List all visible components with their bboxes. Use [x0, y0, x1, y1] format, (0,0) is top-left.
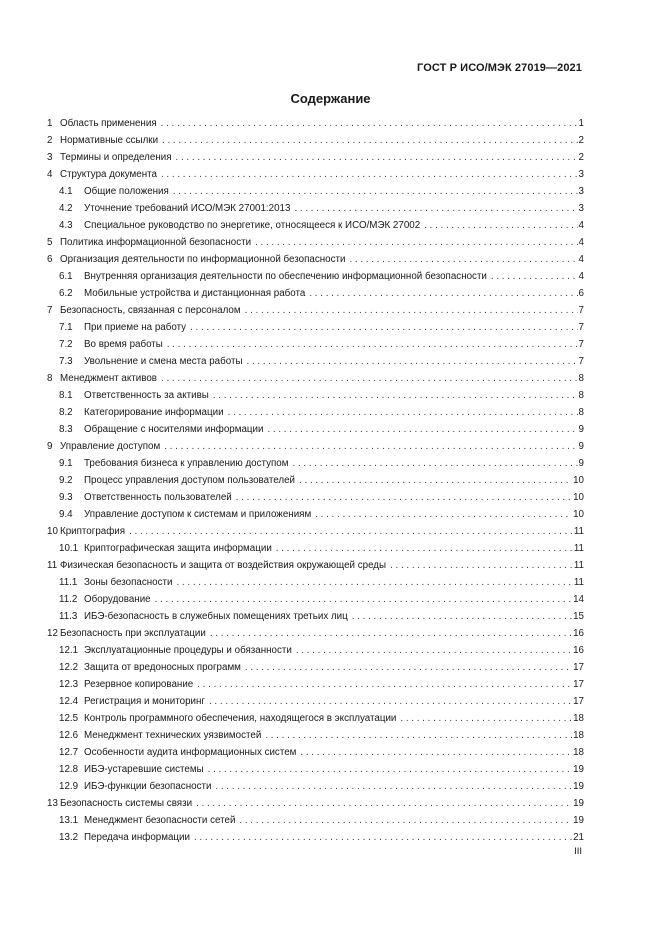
toc-entry[interactable]: [47, 829, 584, 846]
toc-entry[interactable]: [47, 268, 584, 285]
toc-entry-title: Специальное руководство по энергетике, относящееся к ИСО/МЭК 27002: [84, 220, 421, 231]
toc-entry[interactable]: [47, 489, 584, 506]
toc-entry-number: 6: [47, 254, 53, 265]
toc-entry-page: 11: [573, 543, 584, 554]
toc-entry-number: 9.2: [59, 475, 73, 486]
toc-entry-title: Политика информационной безопасности: [60, 237, 252, 248]
toc-entry-page: 7: [578, 305, 584, 316]
toc-entry[interactable]: [47, 506, 584, 523]
toc-entry-title: Мобильные устройства и дистанционная работа: [84, 288, 306, 299]
toc-entry-page: 17: [573, 679, 584, 690]
toc-entry-page: 9: [578, 424, 584, 435]
toc-leader-dots: [167, 336, 578, 353]
toc-leader-dots: [245, 302, 578, 319]
toc-leader-dots: [129, 523, 573, 540]
toc-entry-number: 7: [47, 305, 53, 316]
toc-entry[interactable]: [47, 574, 584, 591]
toc-entry-page: 4: [578, 271, 584, 282]
toc-entry[interactable]: [47, 795, 584, 812]
toc-entry-page: 4: [578, 220, 584, 231]
toc-entry-page: 18: [573, 730, 584, 741]
toc-entry-number: 12.5: [59, 713, 79, 724]
toc-entry[interactable]: [47, 625, 584, 642]
toc-leader-dots: [247, 353, 578, 370]
toc-entry-title: ИБЭ-функции безопасности: [84, 781, 212, 792]
toc-entry-number: 4.1: [59, 186, 73, 197]
toc-entry[interactable]: [47, 217, 584, 234]
toc-entry-number: 3: [47, 152, 53, 163]
toc-entry-title: Общие положения: [84, 186, 169, 197]
toc-entry-title: Требования бизнеса к управлению доступом: [84, 458, 289, 469]
toc-entry[interactable]: [47, 132, 584, 149]
toc-entry-page: 4: [578, 237, 584, 248]
toc-entry[interactable]: [47, 608, 584, 625]
toc-entry-number: 8.2: [59, 407, 73, 418]
document-header: ГОСТ Р ИСО/МЭК 27019—2021: [417, 62, 582, 74]
toc-entry-page: 16: [573, 628, 584, 639]
toc-leader-dots: [236, 489, 572, 506]
toc-entry[interactable]: [47, 744, 584, 761]
toc-entry-title: Регистрация и мониторинг: [84, 696, 205, 707]
toc-entry-page: 8: [578, 407, 584, 418]
toc-leader-dots: [155, 591, 572, 608]
toc-entry-page: 19: [573, 781, 584, 792]
toc-entry-title: Процесс управления доступом пользователей: [84, 475, 295, 486]
toc-entry-page: 19: [573, 764, 584, 775]
toc-entry-title: Безопасность системы связи: [60, 798, 193, 809]
toc-entry[interactable]: [47, 540, 584, 557]
toc-entry[interactable]: [47, 710, 584, 727]
toc-entry[interactable]: [47, 251, 584, 268]
toc-entry-title: При приеме на работу: [84, 322, 187, 333]
toc-entry[interactable]: [47, 200, 584, 217]
toc-entry-title: Резервное копирование: [84, 679, 194, 690]
toc-leader-dots: [352, 608, 572, 625]
toc-entry-title: ИБЭ-безопасность в служебных помещениях третьих лиц: [84, 611, 348, 622]
toc-leader-dots: [196, 795, 572, 812]
toc-leader-dots: [424, 217, 577, 234]
toc-entry-number: 11: [47, 560, 58, 571]
toc-leader-dots: [294, 200, 577, 217]
toc-entry-number: 12.8: [59, 764, 79, 775]
toc-entry-title: Безопасность, связанная с персоналом: [60, 305, 241, 316]
toc-leader-dots: [176, 574, 572, 591]
toc-entry-page: 2: [578, 135, 584, 146]
toc-entry-title: Оборудование: [84, 594, 151, 605]
toc-entry-page: 17: [573, 696, 584, 707]
toc-leader-dots: [208, 761, 572, 778]
toc-leader-dots: [265, 727, 572, 744]
toc-entry-page: 4: [578, 254, 584, 265]
toc-entry-page: 10: [573, 492, 584, 503]
toc-entry-number: 1: [47, 118, 53, 129]
toc-entry[interactable]: [47, 455, 584, 472]
toc-entry[interactable]: [47, 659, 584, 676]
toc-entry-title: Физическая безопасность и защита от воздействия окружающей среды: [60, 560, 387, 571]
toc-leader-dots: [315, 506, 572, 523]
toc-entry-title: Защита от вредоносных программ: [84, 662, 241, 673]
toc-entry-title: Обращение с носителями информации: [84, 424, 264, 435]
toc-leader-dots: [296, 642, 572, 659]
toc-entry[interactable]: [47, 472, 584, 489]
toc-leader-dots: [267, 421, 577, 438]
toc-entry-number: 5: [47, 237, 53, 248]
toc-leader-dots: [245, 659, 572, 676]
page-title: Содержание: [290, 91, 371, 106]
toc-entry-title: Менеджмент технических уязвимостей: [84, 730, 262, 741]
toc-entry-page: 8: [578, 373, 584, 384]
toc-entry-page: 2: [578, 152, 584, 163]
toc-leader-dots: [161, 166, 578, 183]
toc-entry[interactable]: [47, 353, 584, 370]
toc-entry-title: Организация деятельности по информационной безопасности: [60, 254, 346, 265]
toc-entry[interactable]: [47, 438, 584, 455]
toc-entry[interactable]: [47, 591, 584, 608]
toc-entry-number: 12.3: [59, 679, 79, 690]
toc-entry-page: 11: [573, 560, 584, 571]
toc-entry-page: 3: [578, 169, 584, 180]
toc-entry-title: Уточнение требований ИСО/МЭК 27001:2013: [84, 203, 291, 214]
toc-entry-number: 7.2: [59, 339, 73, 350]
toc-entry-page: 3: [578, 203, 584, 214]
toc-entry-page: 3: [578, 186, 584, 197]
toc-entry-page: 7: [578, 356, 584, 367]
toc-entry[interactable]: [47, 642, 584, 659]
toc-entry-number: 13.2: [59, 832, 79, 843]
toc-entry-number: 9: [47, 441, 53, 452]
toc-entry-page: 15: [573, 611, 584, 622]
toc-entry-number: 6.1: [59, 271, 73, 282]
toc-entry-page: 18: [573, 713, 584, 724]
toc-entry-page: 9: [578, 458, 584, 469]
toc-entry[interactable]: [47, 778, 584, 795]
toc-entry-number: 12: [47, 628, 58, 639]
toc-entry-page: 19: [573, 798, 584, 809]
toc-leader-dots: [209, 693, 572, 710]
toc-entry-page: 9: [578, 441, 584, 452]
toc-entry-title: Криптографическая защита информации: [84, 543, 272, 554]
toc-leader-dots: [276, 540, 573, 557]
toc-entry-number: 12.1: [59, 645, 79, 656]
toc-entry-title: ИБЭ-устаревшие системы: [84, 764, 204, 775]
toc-entry-title: Управление доступом к системам и приложениям: [84, 509, 312, 520]
toc-entry-number: 9.3: [59, 492, 73, 503]
toc-entry-number: 7.3: [59, 356, 73, 367]
toc-entry-title: Особенности аудита информационных систем: [84, 747, 297, 758]
toc-leader-dots: [228, 404, 578, 421]
toc-leader-dots: [299, 472, 572, 489]
toc-leader-dots: [400, 710, 572, 727]
toc-entry[interactable]: [47, 387, 584, 404]
toc-entry-page: 14: [573, 594, 584, 605]
toc-entry-number: 12.9: [59, 781, 79, 792]
toc-entry-title: Криптография: [60, 526, 126, 537]
toc-entry[interactable]: [47, 183, 584, 200]
toc-entry-title: Внутренняя организация деятельности по обеспечению информационной безопасности: [84, 271, 487, 282]
toc-entry-number: 11.1: [59, 577, 78, 588]
toc-leader-dots: [210, 625, 572, 642]
toc-entry-title: Менеджмент безопасности сетей: [84, 815, 236, 826]
toc-entry[interactable]: [47, 812, 584, 829]
toc-entry-title: Зоны безопасности: [84, 577, 173, 588]
toc-entry-page: 11: [573, 577, 584, 588]
toc-entry-page: 16: [573, 645, 584, 656]
toc-entry-number: 4: [47, 169, 53, 180]
toc-leader-dots: [239, 812, 572, 829]
toc-leader-dots: [161, 115, 578, 132]
toc-leader-dots: [213, 387, 578, 404]
toc-entry[interactable]: [47, 149, 584, 166]
toc-entry-title: Менеджмент активов: [60, 373, 157, 384]
toc-entry[interactable]: [47, 404, 584, 421]
toc-entry[interactable]: [47, 727, 584, 744]
toc-entry-title: Термины и определения: [60, 152, 172, 163]
toc-entry[interactable]: [47, 523, 584, 540]
toc-entry[interactable]: [47, 370, 584, 387]
toc-entry[interactable]: [47, 676, 584, 693]
toc-entry-number: 12.7: [59, 747, 79, 758]
toc-leader-dots: [300, 744, 572, 761]
toc-entry-page: 10: [573, 509, 584, 520]
toc-leader-dots: [194, 829, 572, 846]
toc-entry-number: 12.4: [59, 696, 79, 707]
toc-leader-dots: [173, 183, 578, 200]
toc-entry-page: 18: [573, 747, 584, 758]
toc-entry[interactable]: [47, 319, 584, 336]
toc-entry[interactable]: [47, 761, 584, 778]
toc-entry[interactable]: [47, 302, 584, 319]
toc-entry[interactable]: [47, 693, 584, 710]
toc-entry-page: 6: [578, 288, 584, 299]
toc-entry-number: 2: [47, 135, 53, 146]
toc-entry[interactable]: [47, 166, 584, 183]
toc-entry-number: 11.3: [59, 611, 78, 622]
toc-entry-number: 9.1: [59, 458, 73, 469]
toc-leader-dots: [176, 149, 578, 166]
toc-entry-title: Эксплуатационные процедуры и обязанности: [84, 645, 292, 656]
toc-entry-page: 8: [578, 390, 584, 401]
toc-entry-page: 19: [573, 815, 584, 826]
toc-entry-title: Безопасность при эксплуатации: [60, 628, 206, 639]
toc-entry-title: Во время работы: [84, 339, 163, 350]
toc-entry-page: 7: [578, 322, 584, 333]
toc-entry-number: 12.6: [59, 730, 79, 741]
toc-leader-dots: [349, 251, 577, 268]
toc-entry-number: 13: [47, 798, 58, 809]
toc-leader-dots: [293, 455, 578, 472]
toc-entry-title: Увольнение и смена места работы: [84, 356, 243, 367]
toc-entry-page: 21: [573, 832, 584, 843]
toc-entry-page: 11: [573, 526, 584, 537]
toc-entry-number: 8.3: [59, 424, 73, 435]
toc-entry-page: 10: [573, 475, 584, 486]
toc-entry[interactable]: [47, 421, 584, 438]
toc-entry-title: Нормативные ссылки: [60, 135, 159, 146]
toc-leader-dots: [190, 319, 577, 336]
toc-entry[interactable]: [47, 115, 584, 132]
toc-entry-number: 8: [47, 373, 53, 384]
toc-leader-dots: [491, 268, 578, 285]
toc-leader-dots: [197, 676, 572, 693]
toc-entry-page: 17: [573, 662, 584, 673]
toc-leader-dots: [390, 557, 573, 574]
toc-leader-dots: [215, 778, 572, 795]
toc-entry-title: Ответственность за активы: [84, 390, 209, 401]
toc-entry-title: Область применения: [60, 118, 157, 129]
toc-entry-page: 7: [578, 339, 584, 350]
toc-leader-dots: [164, 438, 577, 455]
toc-entry-number: 4.3: [59, 220, 73, 231]
toc-entry-number: 6.2: [59, 288, 73, 299]
toc-leader-dots: [309, 285, 577, 302]
toc-entry[interactable]: [47, 285, 584, 302]
page-number: III: [574, 846, 582, 857]
toc-entry[interactable]: [47, 557, 584, 574]
toc-entry-title: Ответственность пользователей: [84, 492, 232, 503]
toc-entry-number: 7.1: [59, 322, 73, 333]
toc-entry-number: 11.2: [59, 594, 78, 605]
toc-entry-number: 13.1: [59, 815, 79, 826]
toc-entry-page: 1: [578, 118, 584, 129]
toc-entry-number: 12.2: [59, 662, 79, 673]
toc-entry-number: 4.2: [59, 203, 73, 214]
toc-leader-dots: [162, 132, 578, 149]
toc-entry-title: Структура документа: [60, 169, 157, 180]
toc-leader-dots: [161, 370, 578, 387]
table-of-contents: [47, 115, 584, 846]
toc-entry-title: Управление доступом: [60, 441, 161, 452]
toc-entry[interactable]: [47, 336, 584, 353]
toc-entry-title: Контроль программного обеспечения, находящегося в эксплуатации: [84, 713, 397, 724]
toc-leader-dots: [255, 234, 577, 251]
toc-entry-number: 9.4: [59, 509, 73, 520]
toc-entry-number: 8.1: [59, 390, 73, 401]
toc-entry-number: 10.1: [59, 543, 79, 554]
toc-entry-title: Категорирование информации: [84, 407, 224, 418]
toc-entry[interactable]: [47, 234, 584, 251]
toc-entry-title: Передача информации: [84, 832, 190, 843]
toc-entry-number: 10: [47, 526, 58, 537]
